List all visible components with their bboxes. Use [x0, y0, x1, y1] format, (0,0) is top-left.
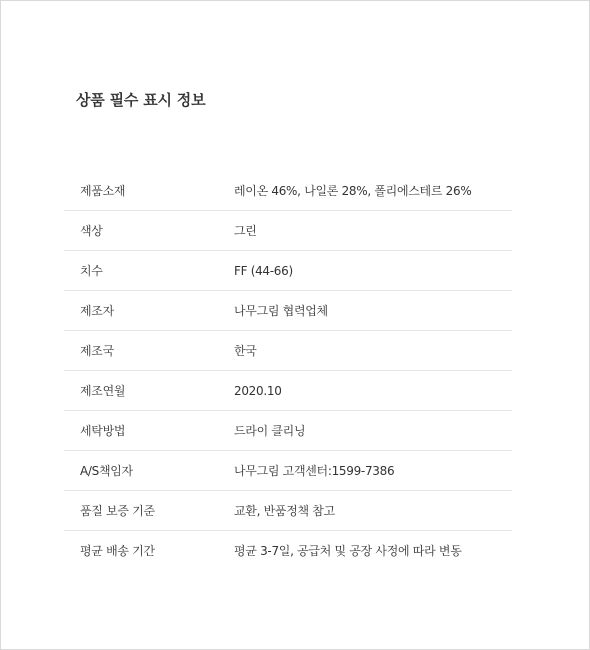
row-value: 나무그림 협력업체	[234, 304, 328, 318]
row-label: 세탁방법	[80, 424, 126, 438]
table-row-as-contact	[64, 451, 512, 491]
row-label: 제조연월	[80, 384, 126, 398]
table-row-quality-guarantee	[64, 491, 512, 531]
row-label: 색상	[80, 224, 103, 238]
row-value: 그린	[234, 224, 257, 238]
row-value: FF (44-66)	[234, 263, 293, 278]
row-value: 2020.10	[234, 383, 282, 398]
row-label: A/S책임자	[80, 464, 133, 478]
table-row-size	[64, 251, 512, 291]
row-label: 평균 배송 기간	[80, 544, 155, 558]
row-label: 제품소재	[80, 184, 126, 198]
row-value: 드라이 클리닝	[234, 424, 306, 438]
row-label: 제조자	[80, 304, 114, 318]
row-value: 교환, 반품정책 참고	[234, 504, 335, 518]
row-label: 품질 보증 기준	[80, 504, 155, 518]
table-row-color	[64, 211, 512, 251]
table-row-manufacture-date	[64, 371, 512, 411]
row-label: 치수	[80, 264, 103, 278]
table-row-country	[64, 331, 512, 371]
row-value: 레이온 46%, 나일론 28%, 폴리에스테르 26%	[234, 184, 472, 198]
row-value: 평균 3-7일, 공급처 및 공장 사정에 따라 변동	[234, 544, 462, 558]
table-row-material	[64, 171, 512, 211]
row-value: 한국	[234, 344, 257, 358]
table-row-delivery-period	[64, 531, 512, 571]
table-row-manufacturer	[64, 291, 512, 331]
table-row-washing	[64, 411, 512, 451]
row-label: 제조국	[80, 344, 114, 358]
row-value: 나무그림 고객센터:1599-7386	[234, 464, 395, 478]
product-info-table	[64, 171, 512, 570]
section-title: 상품 필수 표시 정보	[76, 91, 206, 109]
